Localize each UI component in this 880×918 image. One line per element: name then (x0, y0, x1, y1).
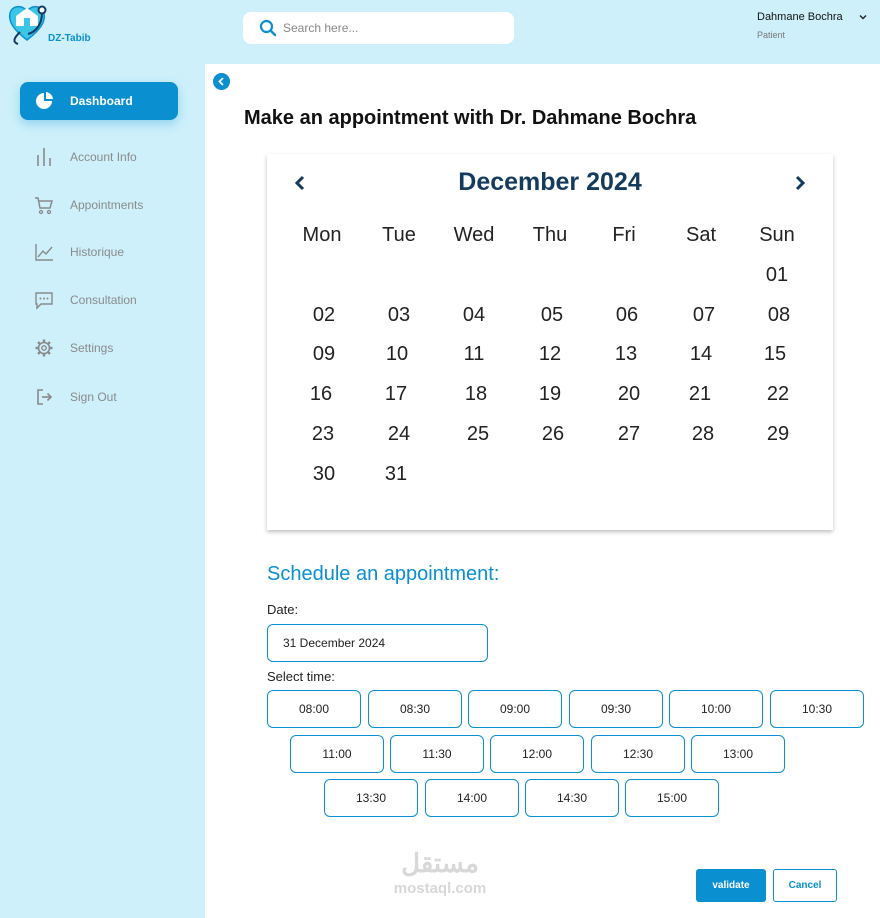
sidebar-item-dashboard[interactable] (20, 82, 178, 120)
time-slot-button[interactable]: 08:30 (368, 690, 462, 728)
calendar-day[interactable]: 16 (309, 383, 333, 405)
time-slot-button[interactable]: 14:00 (425, 779, 519, 817)
weekday-header: Sat (685, 224, 717, 246)
time-slot-button[interactable]: 09:00 (468, 690, 562, 728)
calendar-day[interactable]: 21 (688, 383, 712, 405)
sidebar-item-label: Historique (70, 245, 125, 259)
watermark-latin: mostaql.com (393, 880, 487, 897)
calendar-day[interactable]: 31 (384, 463, 408, 485)
time-slot-button[interactable]: 15:00 (625, 779, 719, 817)
brand-logo[interactable] (6, 2, 96, 46)
sidebar-item-label: Appointments (70, 198, 144, 212)
page-title: Make an appointment with Dr. Dahmane Bochra (244, 107, 697, 129)
calendar-day[interactable]: 05 (540, 304, 564, 326)
gear-icon (34, 338, 54, 358)
weekday-header: Thu (532, 224, 568, 246)
calendar-day[interactable]: 15 (763, 343, 787, 365)
watermark-arabic: مستقل (401, 848, 479, 878)
weekday-header: Wed (453, 224, 495, 246)
heart-stethoscope-logo-icon (6, 2, 50, 46)
sign-out-icon (34, 387, 54, 407)
next-month-icon[interactable] (793, 174, 807, 192)
sidebar-item-label: Settings (70, 341, 114, 355)
sidebar-item-sign-out[interactable] (20, 378, 178, 416)
sidebar-item-label: Dashboard (70, 94, 133, 108)
brand-name: DZ-Tabib (48, 33, 91, 44)
sidebar-item-settings[interactable] (20, 329, 178, 367)
time-slot-button[interactable]: 11:00 (290, 735, 384, 773)
calendar-day[interactable]: 27 (617, 423, 641, 445)
chat-icon (34, 290, 54, 310)
calendar-day[interactable]: 11 (463, 343, 485, 365)
chevron-left-icon (213, 73, 230, 90)
cancel-button[interactable]: Cancel (773, 869, 837, 902)
line-chart-icon (34, 242, 54, 262)
calendar-day[interactable]: 07 (692, 304, 716, 326)
calendar-day[interactable]: 19 (538, 383, 562, 405)
calendar-day[interactable]: 13 (614, 343, 638, 365)
time-slot-button[interactable]: 11:30 (390, 735, 484, 773)
time-slot-button[interactable]: 12:30 (591, 735, 685, 773)
watermark (385, 848, 495, 898)
user-role: Patient (757, 30, 786, 40)
sidebar-item-appointments[interactable] (20, 186, 178, 224)
calendar-day[interactable]: 24 (387, 423, 411, 445)
chevron-down-icon[interactable] (858, 12, 868, 22)
time-slot-button[interactable]: 13:30 (324, 779, 418, 817)
calendar-day[interactable]: 25 (466, 423, 490, 445)
calendar-day[interactable]: 18 (464, 383, 488, 405)
calendar-day[interactable]: 14 (689, 343, 713, 365)
calendar-day[interactable]: 03 (387, 304, 411, 326)
search-icon (259, 19, 277, 37)
calendar-day[interactable]: 29 (766, 423, 790, 445)
time-slot-button[interactable]: 14:30 (525, 779, 619, 817)
calendar-day[interactable]: 23 (311, 423, 335, 445)
sidebar-item-label: Sign Out (70, 390, 117, 404)
cart-icon (34, 195, 54, 215)
calendar-day[interactable]: 20 (617, 383, 641, 405)
calendar-day[interactable]: 02 (312, 304, 336, 326)
calendar-day[interactable]: 22 (766, 383, 790, 405)
calendar-day[interactable]: 28 (691, 423, 715, 445)
sidebar-item-consultation[interactable] (20, 281, 178, 319)
calendar-day[interactable]: 30 (312, 463, 336, 485)
weekday-header: Fri (612, 224, 636, 246)
calendar-day[interactable]: 12 (538, 343, 562, 365)
pie-chart-icon (34, 91, 54, 111)
search-bar[interactable] (243, 12, 514, 44)
calendar-day[interactable]: 09 (312, 343, 336, 365)
calendar-day[interactable]: 17 (384, 383, 408, 405)
calendar-day[interactable]: 01 (765, 264, 789, 286)
validate-button[interactable]: validate (696, 869, 766, 902)
calendar-month-title: December 2024 (458, 168, 642, 196)
weekday-header: Mon (302, 224, 342, 246)
user-name[interactable]: Dahmane Bochra (757, 11, 843, 23)
date-field[interactable] (267, 624, 488, 662)
time-slot-button[interactable]: 08:00 (267, 690, 361, 728)
back-button[interactable] (213, 73, 230, 90)
time-slot-button[interactable]: 10:00 (669, 690, 763, 728)
time-slot-button[interactable]: 13:00 (691, 735, 785, 773)
sidebar-item-label: Account Info (70, 150, 137, 164)
time-slot-button[interactable]: 10:30 (770, 690, 864, 728)
calendar-day[interactable]: 26 (541, 423, 565, 445)
bar-chart-icon (34, 147, 54, 167)
calendar-day[interactable]: 10 (385, 343, 409, 365)
calendar-day[interactable]: 06 (615, 304, 639, 326)
calendar (267, 154, 833, 530)
sidebar-item-historique[interactable] (20, 233, 178, 271)
weekday-header: Tue (382, 224, 416, 246)
schedule-title: Schedule an appointment: (267, 563, 500, 585)
search-input[interactable] (283, 18, 503, 38)
sidebar-item-label: Consultation (70, 293, 137, 307)
time-slot-button[interactable]: 09:30 (569, 690, 663, 728)
calendar-day[interactable]: 08 (767, 304, 791, 326)
calendar-day[interactable]: 04 (462, 304, 486, 326)
previous-month-icon[interactable] (293, 174, 307, 192)
sidebar-item-account-info[interactable] (20, 138, 178, 176)
time-slot-button[interactable]: 12:00 (490, 735, 584, 773)
time-label: Select time: (267, 669, 335, 684)
date-label: Date: (267, 602, 299, 617)
weekday-header: Sun (759, 224, 795, 246)
